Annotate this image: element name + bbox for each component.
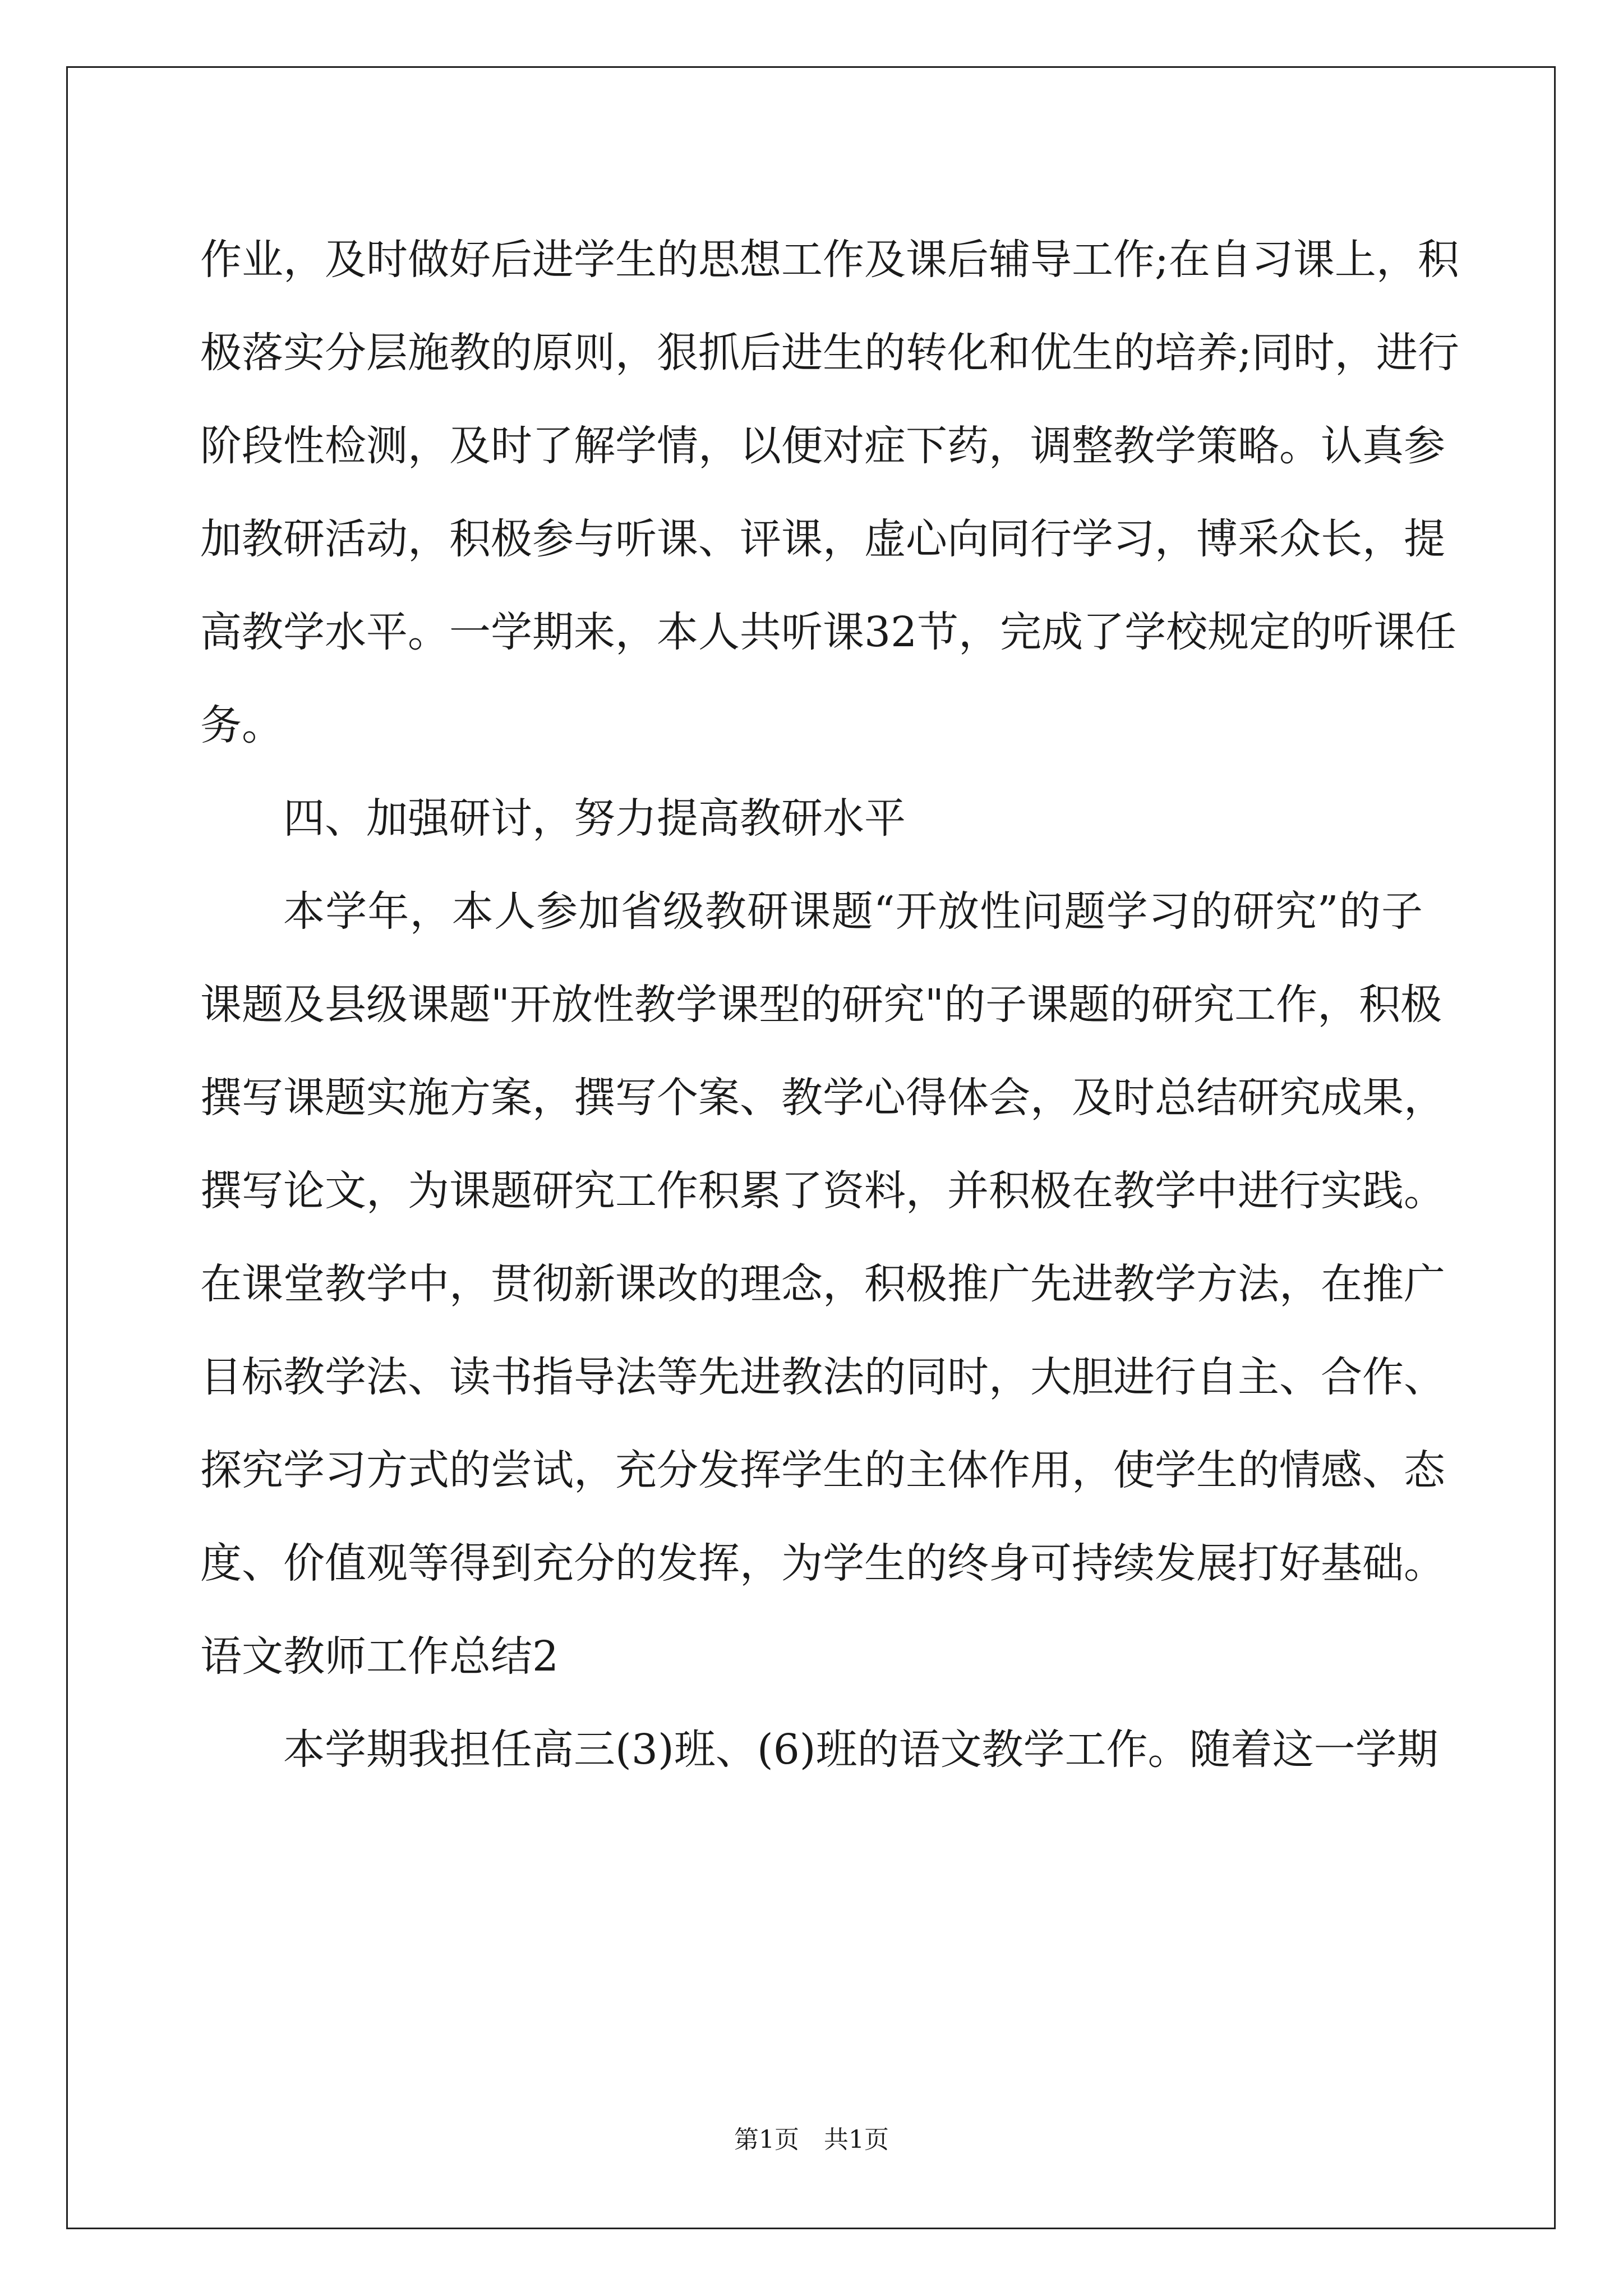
paragraph-line: 加教研活动，积极参与听课、评课，虚心向同行学习，博采众长，提 — [200, 515, 1445, 563]
paragraph-line: 本学年，本人参加省级教研课题“开放性问题学习的研究”的子 — [283, 887, 1423, 936]
paragraph-line: 目标教学法、读书指导法等先进教法的同时，大胆进行自主、合作、 — [200, 1353, 1445, 1401]
paragraph-line: 在课堂教学中，贯彻新课改的理念，积极推广先进教学方法，在推广 — [200, 1260, 1445, 1308]
section-heading: 四、加强研讨，努力提高教研水平 — [283, 794, 906, 843]
page-footer — [0, 2123, 1623, 2157]
page-total: 共1页 — [824, 2125, 889, 2154]
paragraph-line: 撰写论文，为课题研究工作积累了资料，并积极在教学中进行实践。 — [200, 1167, 1445, 1215]
document-body — [200, 213, 1459, 1796]
paragraph-line: 课题及县级课题"开放性教学课型的研究"的子课题的研究工作，积极 — [200, 981, 1442, 1029]
paragraph-line: 撰写课题实施方案，撰写个案、教学心得体会，及时总结研究成果， — [200, 1074, 1445, 1122]
paragraph-line: 探究学习方式的尝试，充分发挥学生的主体作用，使学生的情感、态 — [200, 1446, 1445, 1494]
paragraph-line: 度、价值观等得到充分的发挥，为学生的终身可持续发展打好基础。 — [200, 1539, 1445, 1588]
page-number: 第1页 — [734, 2125, 799, 2154]
paragraph-line: 作业，及时做好后进学生的思想工作及课后辅导工作;在自习课上，积 — [200, 236, 1459, 284]
paragraph-line: 务。 — [200, 701, 283, 749]
paragraph-line: 高教学水平。一学期来，本人共听课32节，完成了学校规定的听课任 — [200, 608, 1457, 656]
paragraph-line: 本学期我担任高三(3)班、(6)班的语文教学工作。随着这一学期 — [283, 1726, 1438, 1774]
paragraph-line: 极落实分层施教的原则，狠抓后进生的转化和优生的培养;同时，进行 — [200, 329, 1459, 377]
document-title: 语文教师工作总结2 — [200, 1632, 559, 1681]
paragraph-line: 阶段性检测，及时了解学情，以便对症下药，调整教学策略。认真参 — [200, 422, 1445, 470]
